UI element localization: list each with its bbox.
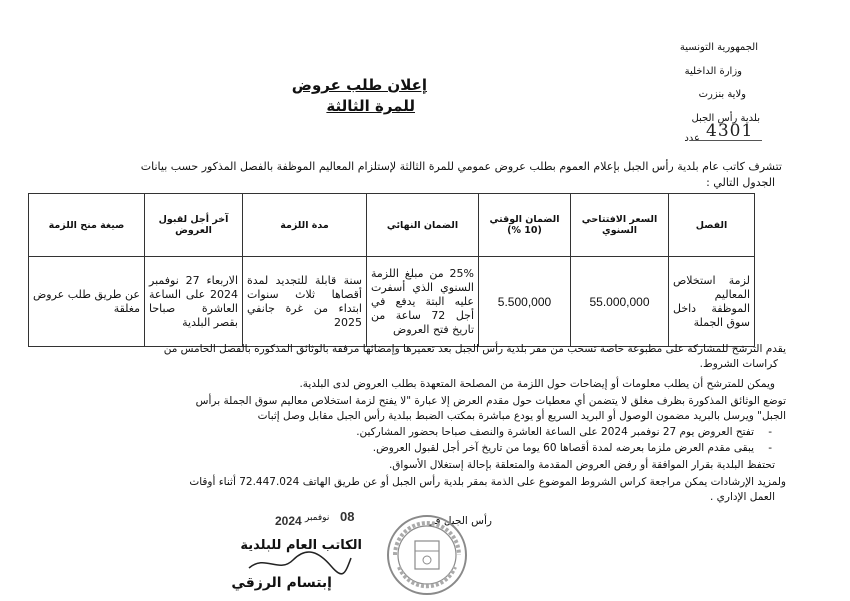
table-header-cell: السعر الافتتاحي السنوي [571,194,669,257]
reference-number: 4301 [706,121,754,141]
header-ministry: وزارة الداخلية [684,66,742,77]
reference-label: عدد [684,133,700,144]
handwritten-signature-icon [245,548,355,578]
municipality-stamp-icon [385,513,469,597]
body-paragraph-2: ويمكن للمترشح أن يطلب معلومات أو إيضاحات حول اللزمة من المصلحة المتعهدة بطلب العروض لدى البلدية. [299,378,775,390]
table-header-row [29,194,755,257]
intro-line-1: تتشرف كاتب عام بلدية رأس الجبل بإعلام العموم بطلب عروض عمومي للمرة الثالثة لإستلزام المعاليم الموظفة بالفصل المذكور حسب بيانات [140,160,782,173]
signature-date-place: رأس الجبل في [426,515,492,527]
header-governorate: ولاية بنزرت [698,89,746,100]
header-republic: الجمهورية التونسية [679,42,758,53]
header-municipality: بلدية رأس الجبل [691,113,760,124]
table-cell: 5.500,000 [479,257,571,347]
table-header-cell: آخر أجل لقبول العروض [145,194,243,257]
table-cell: 25% من مبلغ اللزمة السنوي الذي أسفرت عليه البتة يدفع في أجل 72 ساعة من تاريخ فتح العروض [367,257,479,347]
table-header-cell: الضمان النهائي [367,194,479,257]
page-subtitle: للمرة الثالثة [326,97,415,115]
signature-date-day: 08 [340,509,355,524]
table-header-cell: الفصل [669,194,755,257]
table-cell: 55.000,000 [571,257,669,347]
body-paragraph-3-line-1: توضع الوثائق المذكورة بظرف مغلق لا يتضمن أي معطيات حول مقدم العرض إلا عبارة "لا يفتح لزمة استخلاص معاليم سوق الجملة برأس [195,395,786,407]
reference-underline [690,140,762,141]
bullet-dash-icon: - [768,426,772,438]
offers-table [28,193,755,347]
signature-date-year: 2024 [275,514,302,528]
table-header-cell: مدة اللزمة [243,194,367,257]
signature-title: الكاتب العام للبلدية [240,538,362,553]
page-title: إعلان طلب عروض [291,76,427,94]
table-header-cell: الضمان الوقتي (10 %) [479,194,571,257]
signature-date-month: نوفمبر [305,513,330,523]
table-cell: الاربعاء 27 نوفمبر 2024 على الساعة العاشرة صباحا بقصر البلدية [145,257,243,347]
table-cell: عن طريق طلب عروض مغلقة [29,257,145,347]
body-paragraph-1-line-1: يقدم الترشح للمشاركة على مطبوعة خاصة تسحب من مقر بلدية رأس الجبل بعد تعميرها وإمضائها مرفقة بالوثائق المذكورة بالفصل الخامس من [163,343,786,355]
body-bullet-2: يبقى مقدم العرض ملزما بعرضه لمدة أقصاها 60 يوما من تاريخ آخر أجل لقبول العروض. [372,442,754,454]
table-cell: سنة قابلة للتجديد لمدة أقصاها ثلاث سنوات ابتداء من غرة جانفي 2025 [243,257,367,347]
body-paragraph-1-line-2: كراسات الشروط. [699,358,778,370]
bullet-dash-icon: - [768,442,772,454]
body-paragraph-5-line-1: ولمزيد الإرشادات يمكن مراجعة كراس الشروط الموضوع على الذمة بمقر بلدية رأس الجبل أو عن طريق الهاتف 72.447.024 أثناء أوقات [189,476,786,488]
table-cell: لزمة استخلاص المعاليم الموظفة داخل سوق الجملة [669,257,755,347]
table-header-cell: صيغة منح اللزمة [29,194,145,257]
body-paragraph-3-line-2: الجبل" ويرسل بالبريد مضمون الوصول أو البريد السريع أو يودع مباشرة بمكتب الضبط ببلدية رأس الجبل مقابل وصل إثبات [257,410,786,422]
body-paragraph-5-line-2: العمل الإداري . [709,491,775,503]
body-bullet-1: تفتح العروض يوم 27 نوفمبر 2024 على الساعة العاشرة والنصف صباحا بحضور المشاركين. [356,426,754,438]
intro-line-2: الجدول التالي : [706,176,775,189]
body-paragraph-4: تحتفظ البلدية بقرار الموافقة أو رفض العروض المقدمة والمتعلقة بإحالة إستغلال الأسواق. [388,459,775,471]
signature-name: إبتسام الرزقي [231,575,332,591]
table-row [29,257,755,347]
